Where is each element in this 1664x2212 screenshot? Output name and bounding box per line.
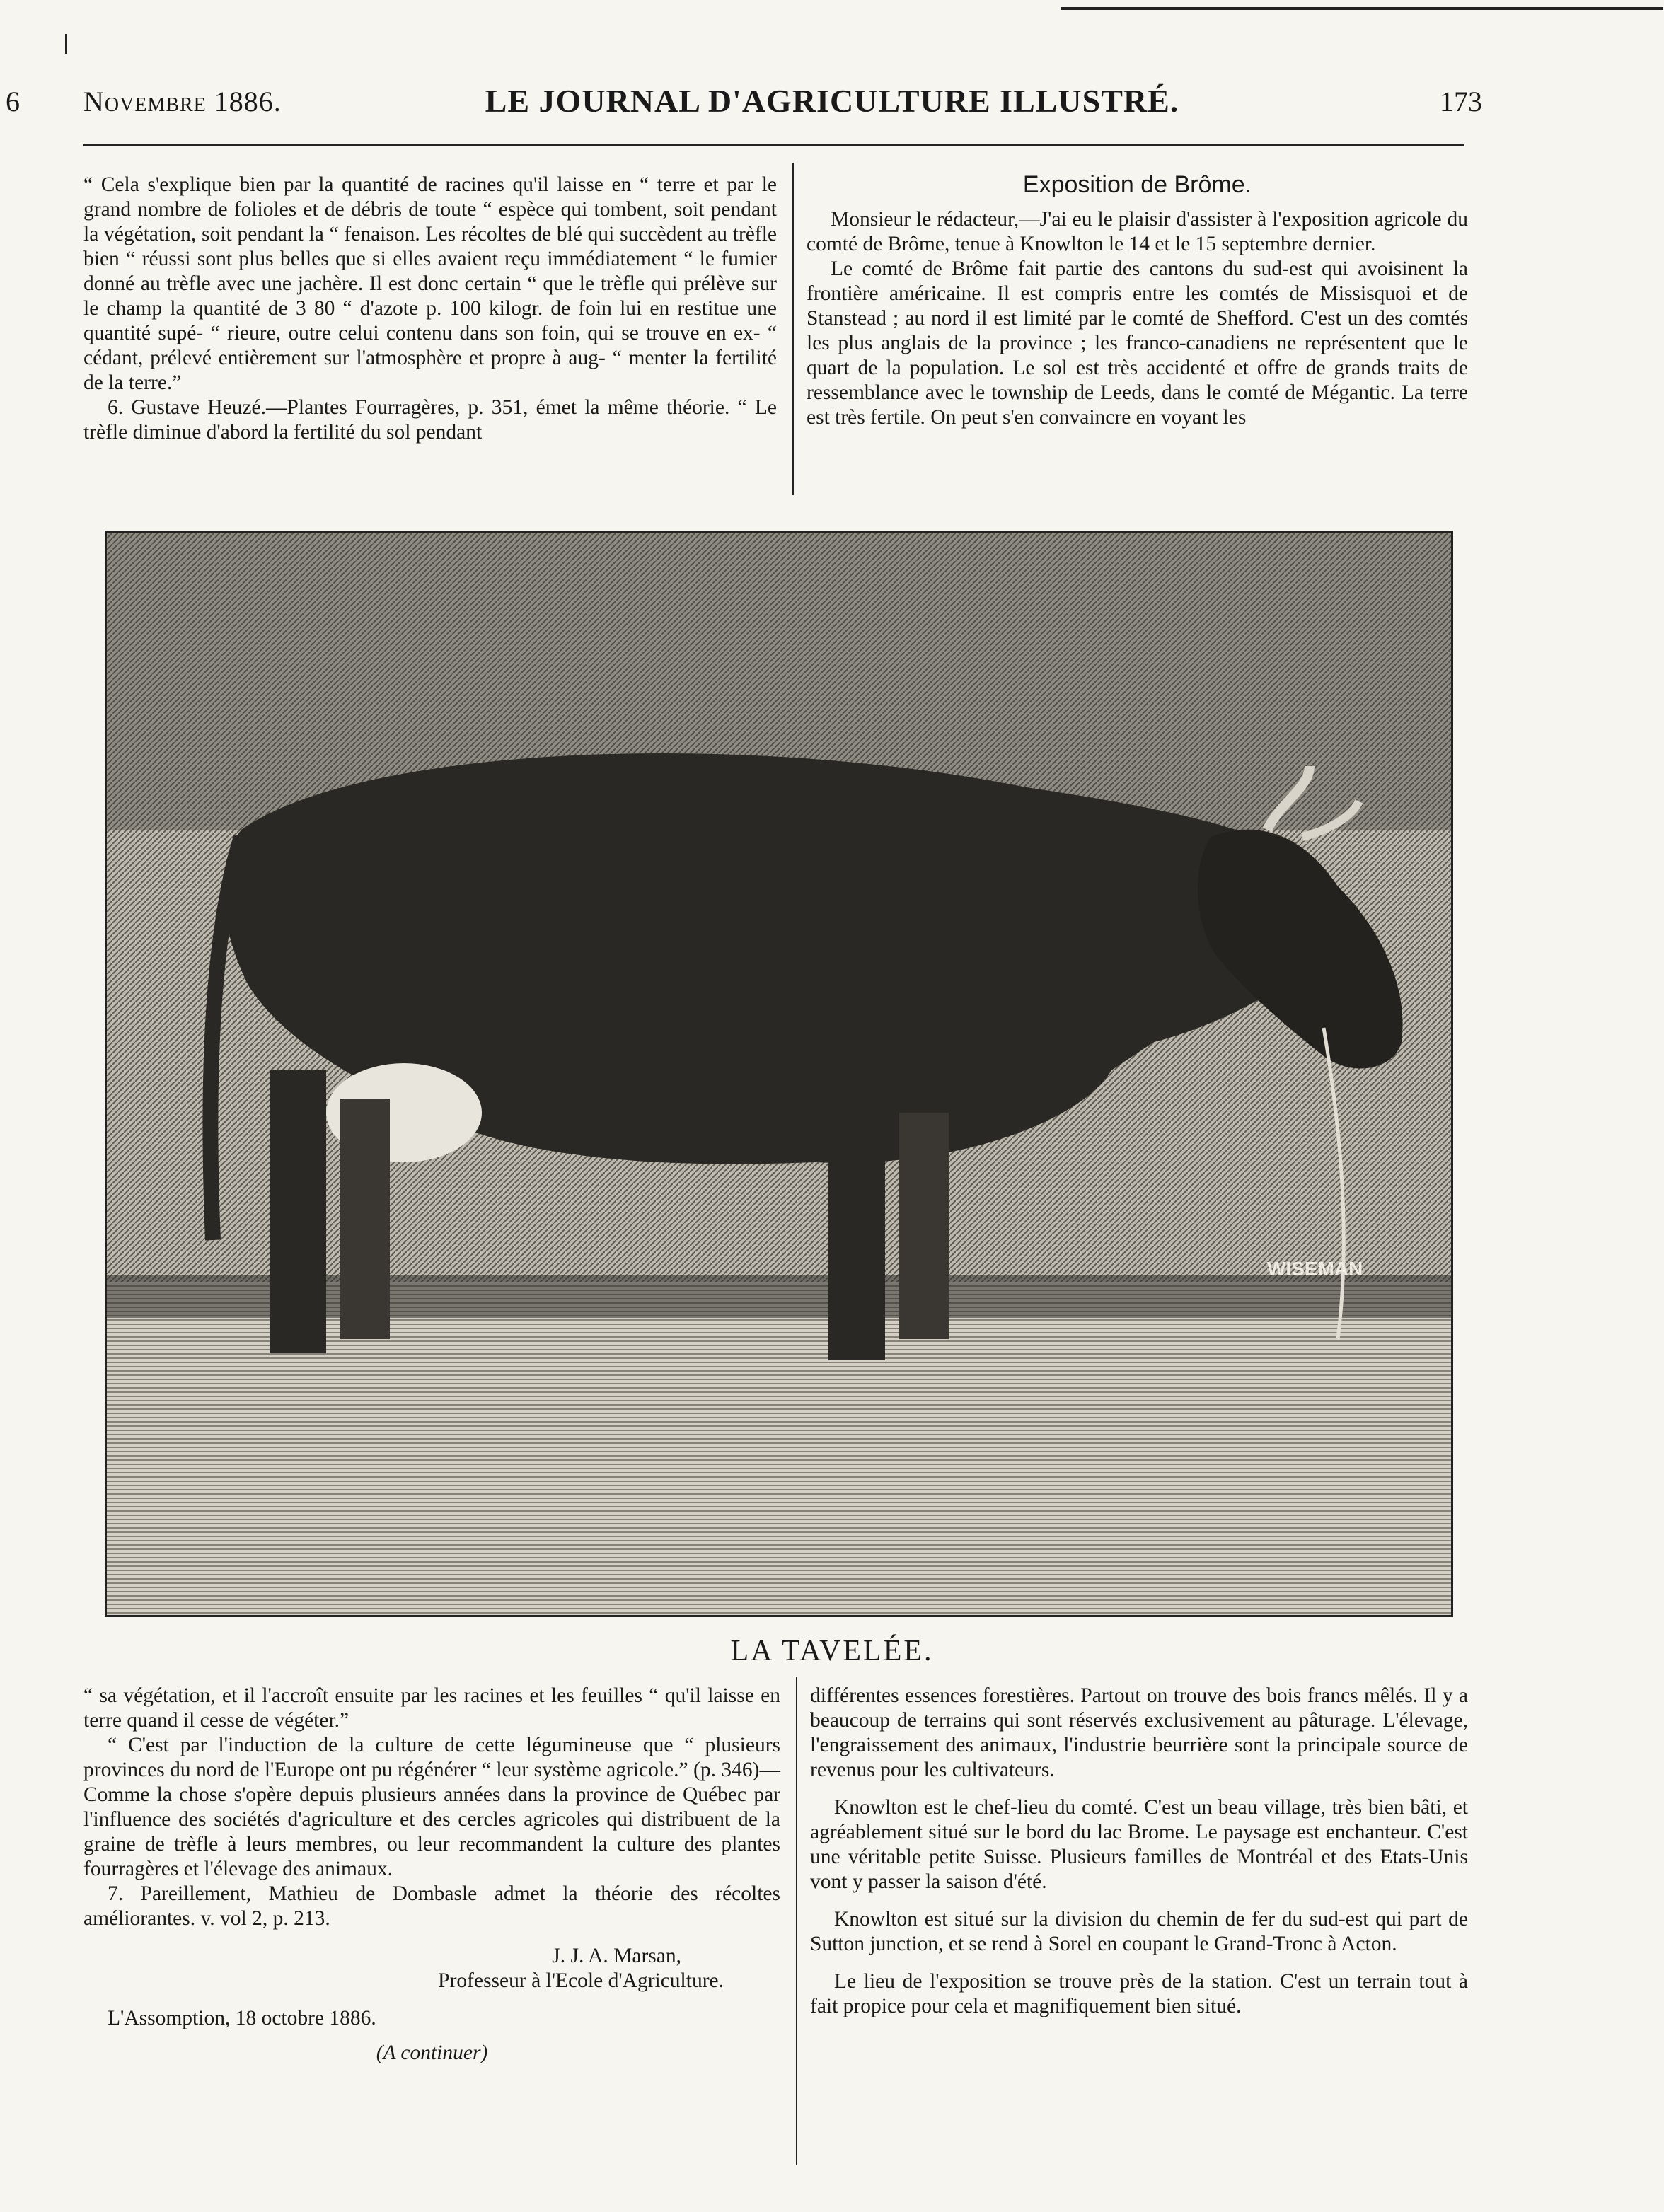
left-column-top — [83, 173, 777, 445]
cow-hind-leg — [270, 1070, 326, 1353]
paragraph: 6. Gustave Heuzé.—Plantes Fourragères, p. 351, émet la même théorie. “ Le trèfle diminue d'abord la fertilité du sol pendant — [83, 396, 777, 444]
page-edge-mark: 6 — [6, 86, 20, 117]
place-date: L'Assomption, 18 octobre 1886. — [108, 2007, 376, 2029]
paragraph: 7. Pareillement, Mathieu de Dombasle admet la théorie des récoltes améliorantes. v. vol 2, p. 213. — [83, 1882, 780, 1930]
cow-engraving — [105, 531, 1453, 1617]
page-number: 173 — [1440, 86, 1482, 117]
paragraph: Le lieu de l'exposition se trouve près de la station. C'est un terrain tout à fait propice pour cela et magnifiquement bien situé. — [810, 1970, 1468, 2017]
paragraph: différentes essences forestières. Partout on trouve des bois francs mêlés. Il y a beaucoup de terrains qui sont réservés exclusivement au pâturage. L'élevage, l'engraissement des animaux, l'industrie beurrière sont la principale source de revenus pour les cultivateurs. — [810, 1684, 1468, 1781]
cow-fore-leg — [828, 1113, 885, 1360]
paragraph: “ C'est par l'induction de la culture de cette légumineuse que “ plusieurs provinces du nord de l'Europe ont pu régénérer “ leur système agricole.” (p. 346)—Comme la chose s'opère depuis plusieurs années dans la province de Québec par l'influence des sociétés d'agriculture et des cercles agricoles qui distribuent de la graine de trèfle à leurs membres, ou leur recommandent la culture des plantes fourragères et l'élevage des animaux. — [83, 1734, 780, 1880]
journal-title: LE JOURNAL D'AGRICULTURE ILLUSTRÉ. — [485, 83, 1179, 119]
right-column-bottom — [810, 1684, 1468, 2019]
column-divider-top — [792, 163, 794, 495]
paragraph: Le comté de Brôme fait partie des cantons du sud-est qui avoisinent la frontière américaine. Il est compris entre les comtés de Missisquoi et de Stanstead ; au nord il est limité par le comté de Shefford. C'est un des comtés les plus anglais de la province ; les franco-canadiens ne représentent que le quart de la population. Le sol est très accidenté et offre de grands traits de ressemblance avec le township de Leeds, dans le comté de Mégantic. La terre est très fertile. On peut s'en convaincre en voyant les — [807, 257, 1468, 429]
paragraph: Knowlton est situé sur la division du chemin de fer du sud-est qui part de Sutton junction, et se rend à Sorel en coupant le Grand-Tronc à Acton. — [810, 1908, 1468, 1955]
cow-hind-leg — [340, 1099, 390, 1339]
paragraph: Knowlton est le chef-lieu du comté. C'est un beau village, très bien bâti, et agréablement situé sur le bord du lac Brome. Le paysage est enchanteur. C'est une véritable petite Suisse. Plusieurs familles de Montréal et des Etats-Unis vont y passer la saison d'été. — [810, 1796, 1468, 1893]
cow-fore-leg — [899, 1113, 949, 1339]
running-head — [0, 78, 1664, 127]
article-heading: Exposition de Brôme. — [1022, 171, 1252, 198]
paragraph: Monsieur le rédacteur,—J'ai eu le plaisir d'assister à l'exposition agricole du comté de Brôme, tenue à Knowlton le 14 et le 15 septembre dernier. — [807, 208, 1468, 255]
continued-note: (A continuer) — [376, 2042, 488, 2064]
author-name: J. J. A. Marsan, — [552, 1945, 681, 1967]
header-rule — [83, 144, 1464, 146]
right-column-top — [807, 173, 1468, 430]
author-title: Professeur à l'Ecole d'Agriculture. — [438, 1969, 724, 1992]
cow-illustration — [107, 533, 1451, 1615]
engraver-signature: WISEMAN — [1267, 1258, 1363, 1280]
paragraph: “ sa végétation, et il l'accroît ensuite par les racines et les feuilles “ qu'il laisse en terre quand il cesse de végéter.” — [83, 1684, 780, 1732]
figure-caption: LA TAVELÉE. — [730, 1635, 934, 1667]
top-scan-rule — [1061, 7, 1663, 10]
left-scan-mark — [65, 34, 67, 54]
column-divider-bottom — [796, 1677, 797, 2165]
issue-date: Novembre 1886. — [83, 86, 282, 117]
left-column-bottom — [83, 1684, 780, 2066]
paragraph: “ Cela s'explique bien par la quantité de racines qu'il laisse en “ terre et par le grand nombre de folioles et de débris de toute “ espèce qui tombent, soit pendant la végétation, soit pendant la “ fenaison. Les récoltes de blé qui succèdent au trèfle bien “ réussi sont plus belles que si elles avaient reçu immédiatement “ le fumier donné au trèfle avec une jachère. Il est donc certain “ que le trèfle qui prélève sur le champ la quantité de 3 80 “ d'azote p. 100 kilogr. de foin lui en restitue une quantité supé- “ rieure, outre celui contenu dans son foin, qui se trouve en ex- “ cédant, prélevé entièrement sur l'atmosphère et propre à aug- “ menter la fertilité de la terre.” — [83, 173, 777, 394]
